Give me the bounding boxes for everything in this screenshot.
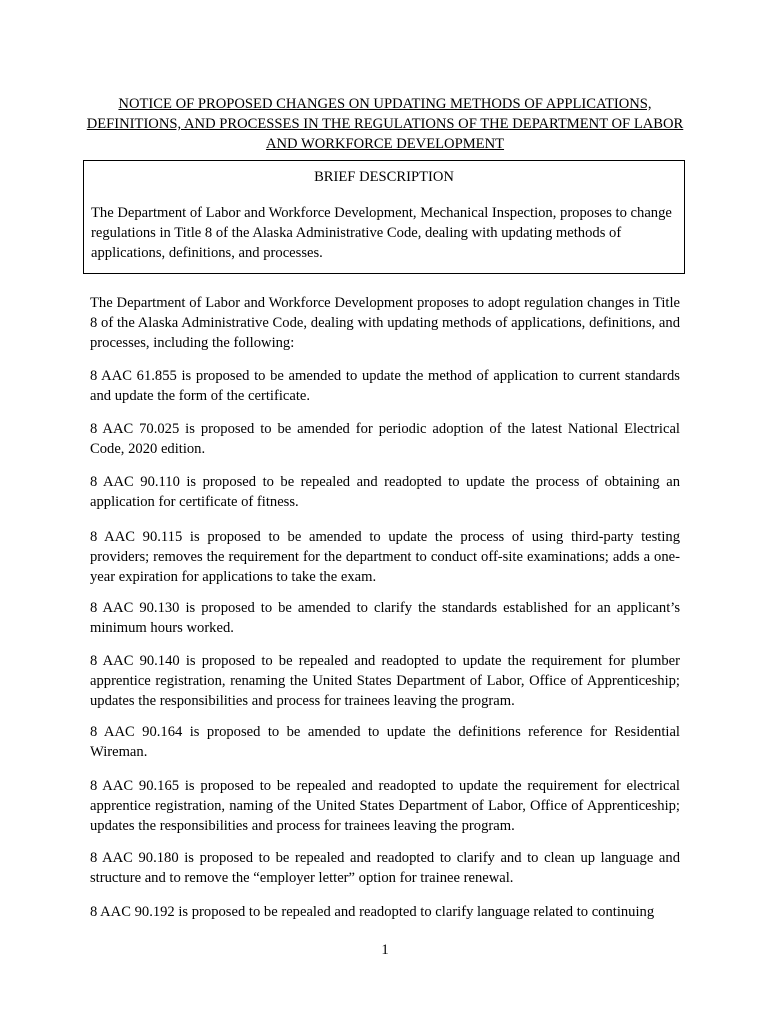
paragraph-8aac-90-192: 8 AAC 90.192 is proposed to be repealed and readopted to clarify language related to continuing — [90, 904, 655, 920]
paragraph-8aac-90-140: 8 AAC 90.140 is proposed to be repealed and readopted to update the requirement for plumber apprentice registration, renaming the United States Department of Labor, Office of Apprenticeship; updates the responsibilities and process for trainees leaving the program. — [90, 653, 680, 709]
page-number: 1 — [381, 942, 389, 958]
paragraph-8aac-70-025: 8 AAC 70.025 is proposed to be amended for periodic adoption of the latest National Electrical Code, 2020 edition. — [90, 421, 680, 457]
document-title: NOTICE OF PROPOSED CHANGES ON UPDATING METHODS OF APPLICATIONS, DEFINITIONS, AND PROCESSES IN THE REGULATIONS OF THE DEPARTMENT OF LABOR AND WORKFORCE DEVELOPMENT — [86, 96, 684, 152]
intro-paragraph: The Department of Labor and Workforce Development proposes to adopt regulation changes in Title 8 of the Alaska Administrative Code, dealing with updating methods of applications, definitions, and processes, including the following: — [90, 295, 680, 351]
paragraph-8aac-90-180: 8 AAC 90.180 is proposed to be repealed and readopted to clarify and to clean up language and structure and to remove the “employer letter” option for trainee renewal. — [90, 850, 680, 886]
paragraph-8aac-90-130: 8 AAC 90.130 is proposed to be amended to clarify the standards established for an applicant’s minimum hours worked. — [90, 600, 680, 636]
paragraph-8aac-90-164: 8 AAC 90.164 is proposed to be amended to update the definitions reference for Residential Wireman. — [90, 724, 680, 760]
brief-description-text: The Department of Labor and Workforce Development, Mechanical Inspection, proposes to change regulations in Title 8 of the Alaska Administrative Code, dealing with updating methods of applications, definitions, and processes. — [91, 205, 672, 261]
paragraph-8aac-90-165: 8 AAC 90.165 is proposed to be repealed and readopted to update the requirement for electrical apprentice registration, naming of the United States Department of Labor, Office of Apprenticeship; updates the responsibilities and process for trainees leaving the program. — [90, 778, 680, 834]
paragraph-8aac-90-110: 8 AAC 90.110 is proposed to be repealed and readopted to update the process of obtaining an application for certificate of fitness. — [90, 474, 680, 510]
brief-description-heading: BRIEF DESCRIPTION — [314, 169, 454, 185]
paragraph-8aac-61-855: 8 AAC 61.855 is proposed to be amended to update the method of application to current standards and update the form of the certificate. — [90, 368, 680, 404]
brief-description-box — [83, 160, 685, 274]
paragraph-8aac-90-115: 8 AAC 90.115 is proposed to be amended to update the process of using third-party testing providers; removes the requirement for the department to conduct off-site examinations; adds a one-year expiration for applications to take the exam. — [90, 529, 680, 585]
